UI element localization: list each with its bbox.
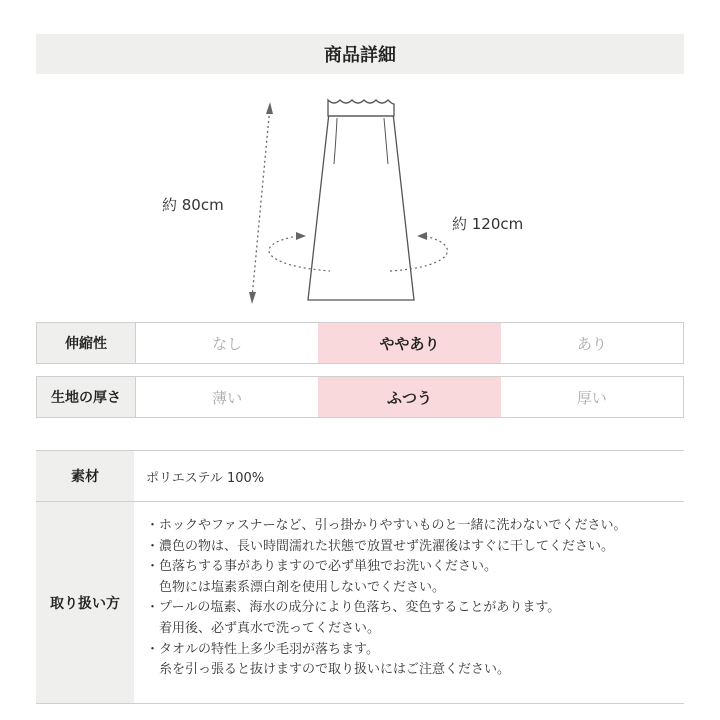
thickness-scale xyxy=(36,376,684,418)
care-row xyxy=(36,501,684,703)
material-value: ポリエステル 100% xyxy=(146,470,265,486)
material-row xyxy=(36,451,684,501)
skirt-pocket-right xyxy=(384,118,388,164)
length-arrow xyxy=(249,102,273,304)
stretch-scale xyxy=(36,322,684,364)
thickness-label: 生地の厚さ xyxy=(37,377,136,417)
circumference-label: 約 120cm xyxy=(452,215,524,233)
skirt-diagram xyxy=(0,0,720,320)
care-line: ・濃色の物は、長い時間濡れた状態で放置せず洗濯後はすぐに干してください。 xyxy=(146,538,615,554)
care-instructions xyxy=(134,502,684,703)
spec-table xyxy=(36,450,684,704)
stretch-option-some: ややあり xyxy=(318,323,500,363)
care-key: 取り扱い方 xyxy=(36,502,134,703)
thickness-option-thin: 薄い xyxy=(212,388,243,407)
care-line: ・プールの塩素、海水の成分により色落ち、変色することがあります。 xyxy=(146,600,561,616)
care-line: 色物には塩素系漂白剤を使用しないでください。 xyxy=(146,579,446,595)
stretch-label: 伸縮性 xyxy=(37,323,136,363)
circumference-arrow xyxy=(269,232,448,271)
stretch-option-yes: あり xyxy=(576,334,607,353)
skirt-waistband xyxy=(328,100,394,116)
thickness-option-normal: ふつう xyxy=(318,377,500,417)
skirt-pocket-left xyxy=(334,118,337,164)
stretch-option-none: なし xyxy=(212,334,243,353)
care-line: ・ホックやファスナーなど、引っ掛かりやすいものと一緒に洗わないでください。 xyxy=(146,518,627,533)
material-key: 素材 xyxy=(36,451,134,501)
care-line: 糸を引っ張ると抜けますので取り扱いにはご注意ください。 xyxy=(146,662,511,678)
care-line: ・色落ちする事がありますので必ず単独でお洗いください。 xyxy=(146,559,498,575)
care-line: ・タオルの特性上多少毛羽が落ちます。 xyxy=(146,641,379,657)
care-line: 着用後、必ず真水で洗ってください。 xyxy=(146,620,381,636)
length-label: 約 80cm xyxy=(162,196,224,214)
section-title-text: 商品詳細 xyxy=(324,45,396,66)
thickness-option-thick: 厚い xyxy=(576,388,607,407)
